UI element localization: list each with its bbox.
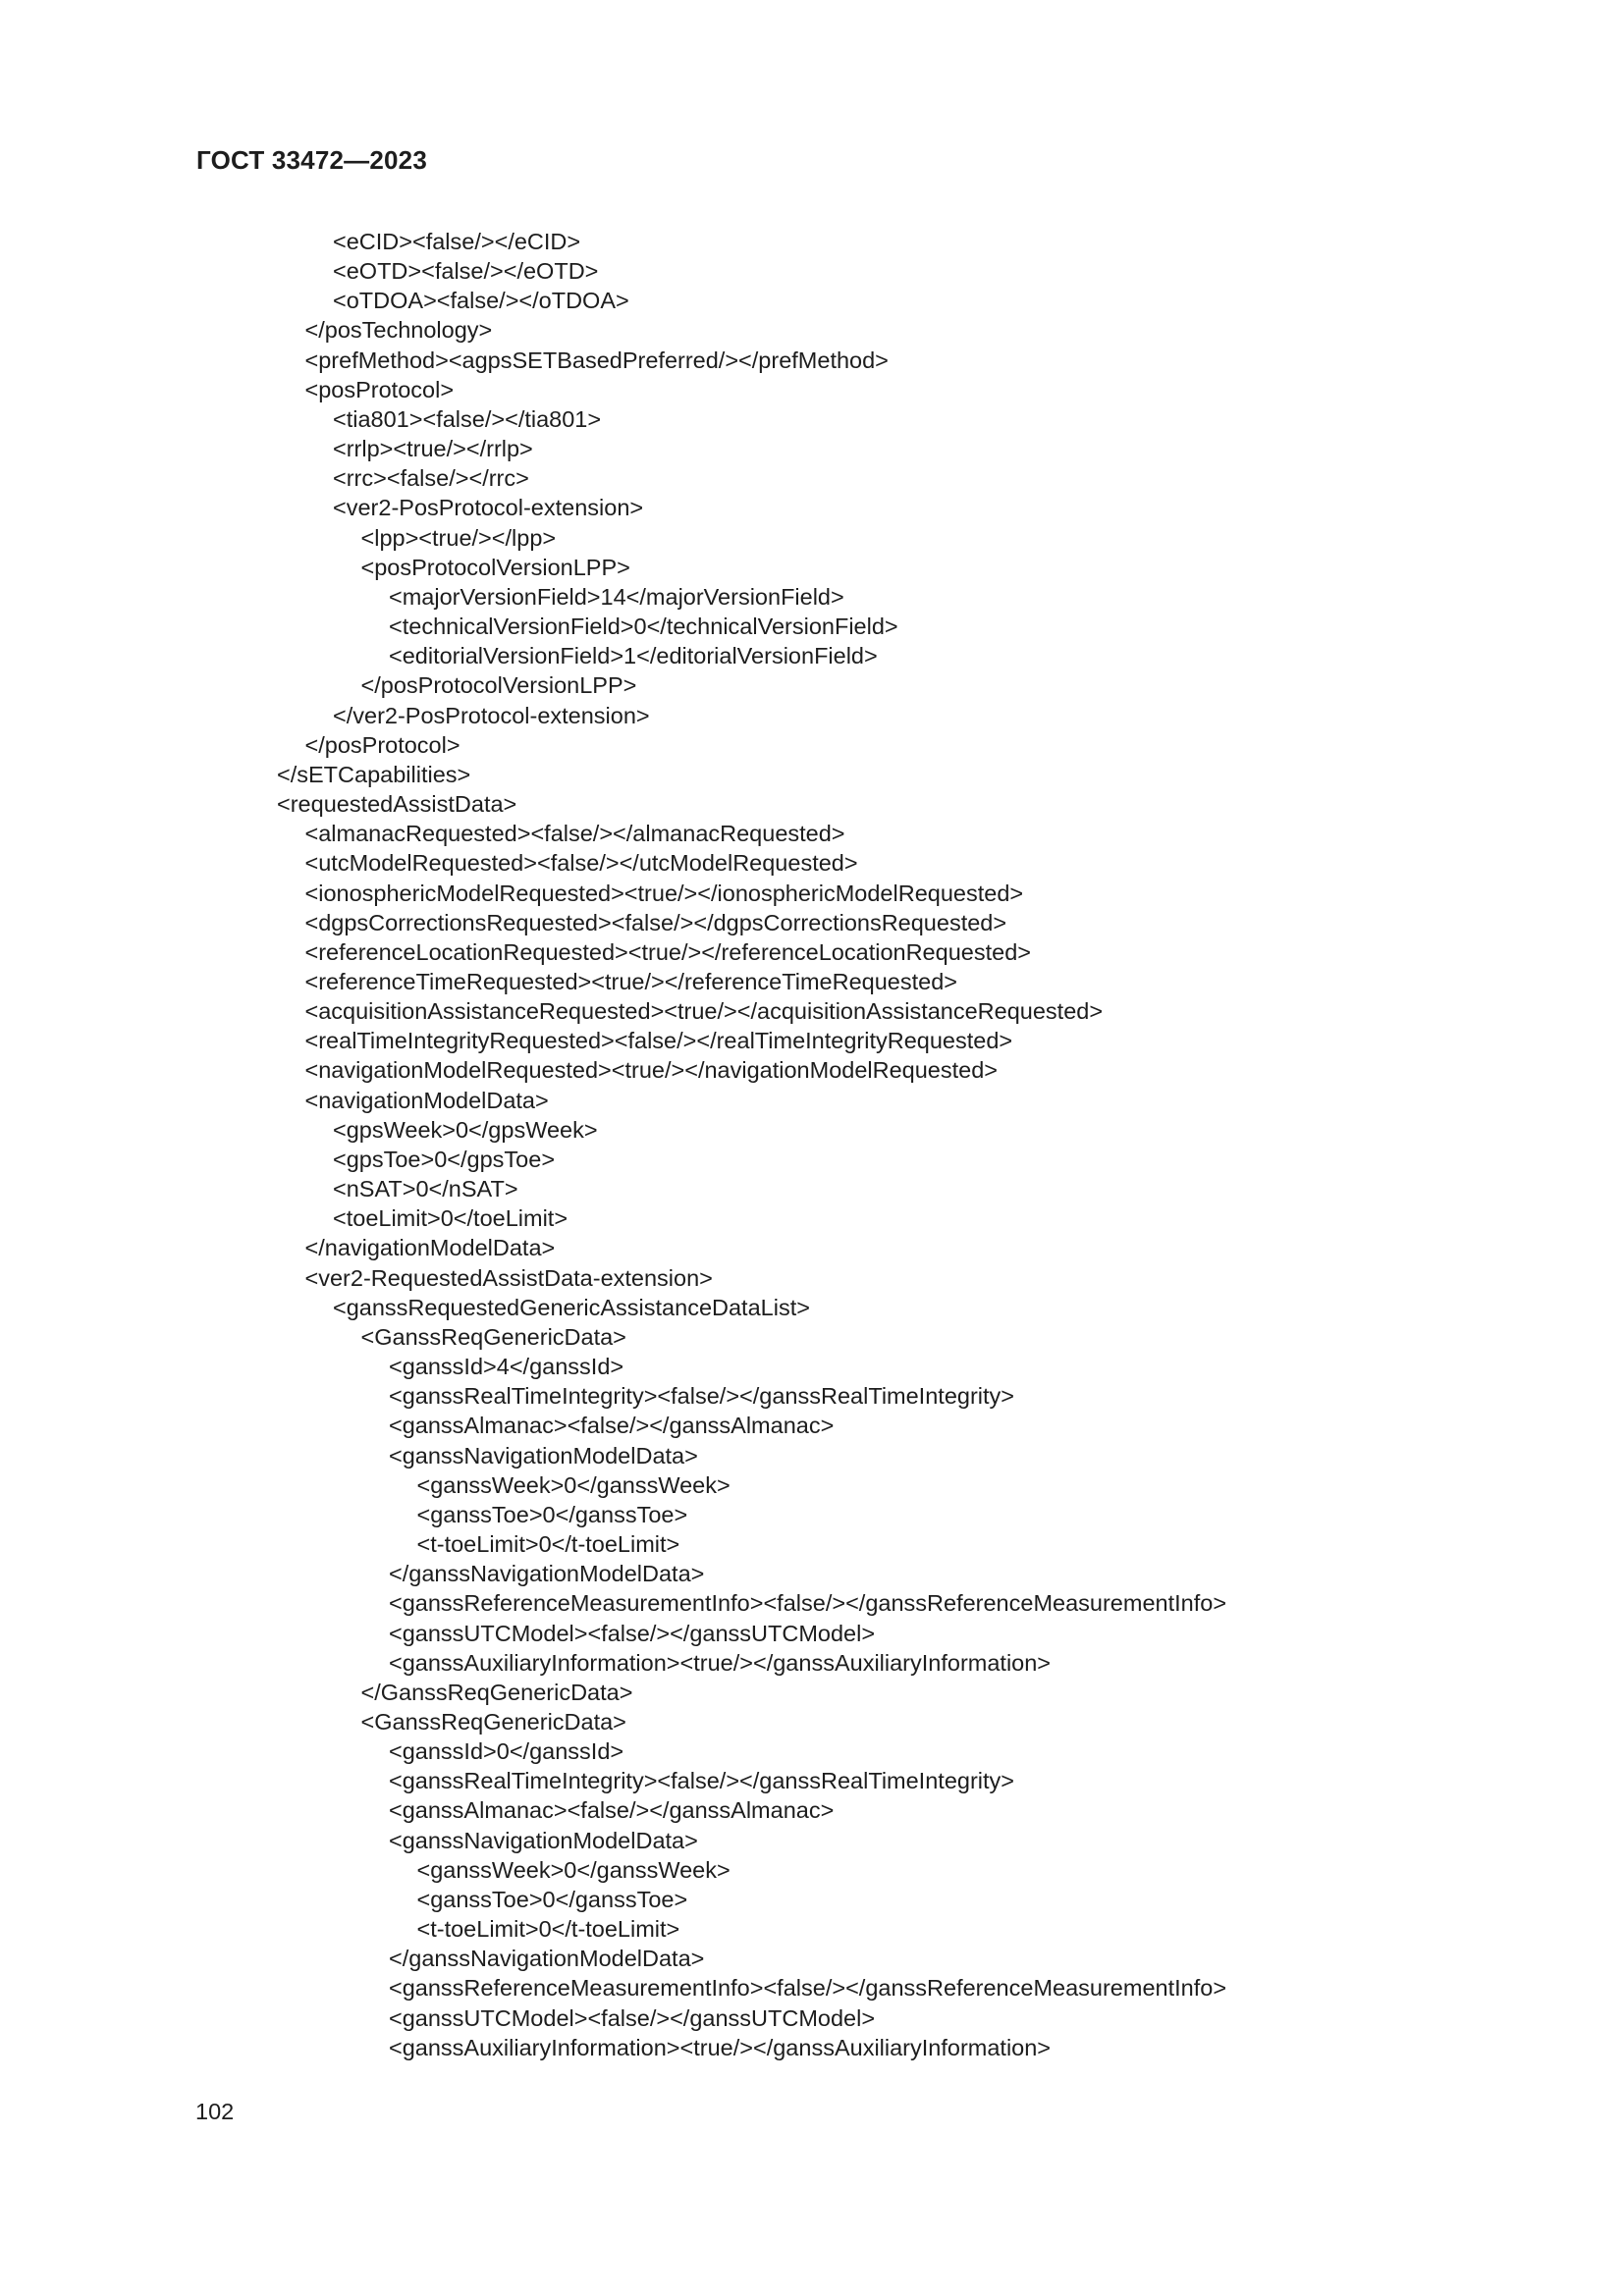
code-line: <editorialVersionField>1</editorialVersionField> (389, 643, 878, 669)
code-line: <ganssToe>0</ganssToe> (416, 1501, 688, 1527)
code-line: <rrc><false/></rrc> (333, 465, 529, 492)
code-line: <referenceTimeRequested><true/></referenceTimeRequested> (304, 969, 957, 994)
code-line: <t-toeLimit>0</t-toeLimit> (416, 1916, 680, 1943)
code-line: <prefMethod><agpsSETBasedPreferred/></prefMethod> (304, 347, 889, 373)
code-line: </ver2-PosProtocol-extension> (333, 702, 650, 728)
code-line: <ganssNavigationModelData> (389, 1827, 698, 1853)
code-line: <navigationModelRequested><true/></navigationModelRequested> (304, 1057, 999, 1084)
code-line: <dgpsCorrectionsRequested><false/></dgpsCorrectionsRequested> (304, 909, 1007, 935)
code-line: <ganssId>4</ganssId> (389, 1354, 624, 1380)
code-line: <ganssWeek>0</ganssWeek> (416, 1471, 731, 1498)
code-line: <ganssReferenceMeasurementInfo><false/></ganssReferenceMeasurementInfo> (389, 1975, 1227, 2002)
code-line: </posProtocol> (304, 731, 460, 758)
code-line: <gpsWeek>0</gpsWeek> (333, 1116, 598, 1143)
code-line: </GanssReqGenericData> (360, 1679, 633, 1705)
code-line: <majorVersionField>14</majorVersionField> (389, 583, 844, 610)
code-line: <gpsToe>0</gpsToe> (333, 1146, 556, 1172)
code-line: <ganssAlmanac><false/></ganssAlmanac> (389, 1797, 835, 1824)
code-line: <ganssNavigationModelData> (389, 1442, 698, 1468)
code-line: <referenceLocationRequested><true/></referenceLocationRequested> (304, 938, 1031, 965)
code-line: <ganssUTCModel><false/></ganssUTCModel> (389, 1620, 876, 1646)
code-line: <eOTD><false/></eOTD> (333, 258, 599, 285)
code-line: <ganssRequestedGenericAssistanceDataList> (333, 1294, 810, 1320)
code-line: <technicalVersionField>0</technicalVersionField> (389, 614, 898, 640)
code-line: </posTechnology> (304, 317, 493, 344)
code-line: <GanssReqGenericData> (360, 1709, 626, 1735)
code-line: <GanssReqGenericData> (360, 1323, 626, 1350)
code-line: <ver2-PosProtocol-extension> (333, 495, 644, 521)
code-line: <tia801><false/></tia801> (333, 405, 602, 432)
code-line: <nSAT>0</nSAT> (333, 1176, 518, 1202)
code-line: <toeLimit>0</toeLimit> (333, 1205, 568, 1232)
code-line: <requestedAssistData> (277, 791, 517, 818)
code-line: <ganssRealTimeIntegrity><false/></ganssRealTimeIntegrity> (389, 1383, 1015, 1410)
code-line: <lpp><true/></lpp> (360, 524, 557, 551)
code-line: <ganssToe>0</ganssToe> (416, 1886, 688, 1912)
code-line: <ganssId>0</ganssId> (389, 1738, 624, 1765)
code-line: </ganssNavigationModelData> (389, 1561, 705, 1587)
code-line: <ver2-RequestedAssistData-extension> (304, 1264, 713, 1291)
code-line: <ganssAlmanac><false/></ganssAlmanac> (389, 1413, 835, 1439)
code-line: </navigationModelData> (304, 1235, 556, 1261)
page-number: 102 (195, 2099, 235, 2124)
page-header: ГОСТ 33472—2023 (196, 145, 427, 175)
code-line: <utcModelRequested><false/></utcModelRequested> (304, 850, 858, 877)
code-line: <eCID><false/></eCID> (333, 229, 581, 254)
code-line: <posProtocolVersionLPP> (360, 554, 630, 580)
code-line: <almanacRequested><false/></almanacRequested> (304, 821, 845, 847)
code-line: <oTDOA><false/></oTDOA> (333, 288, 629, 314)
code-line: <posProtocol> (304, 376, 455, 402)
code-line: <ganssWeek>0</ganssWeek> (416, 1856, 731, 1883)
code-line: <ganssAuxiliaryInformation><true/></ganssAuxiliaryInformation> (389, 1649, 1052, 1676)
code-line: <ganssRealTimeIntegrity><false/></ganssRealTimeIntegrity> (389, 1768, 1015, 1794)
code-line: <ganssReferenceMeasurementInfo><false/></ganssReferenceMeasurementInfo> (389, 1590, 1227, 1617)
code-line: </posProtocolVersionLPP> (360, 672, 637, 699)
code-line: <realTimeIntegrityRequested><false/></realTimeIntegrityRequested> (304, 1028, 1013, 1054)
code-line: <rrlp><true/></rrlp> (333, 436, 533, 462)
code-line: <t-toeLimit>0</t-toeLimit> (416, 1531, 680, 1558)
code-line: <ganssUTCModel><false/></ganssUTCModel> (389, 2004, 876, 2031)
code-line: <acquisitionAssistanceRequested><true/></acquisitionAssistanceRequested> (304, 998, 1104, 1025)
code-line: </sETCapabilities> (277, 761, 471, 787)
code-line: </ganssNavigationModelData> (389, 1946, 705, 1972)
code-line: <navigationModelData> (304, 1087, 549, 1113)
code-line: <ganssAuxiliaryInformation><true/></ganssAuxiliaryInformation> (389, 2034, 1052, 2060)
code-line: <ionosphericModelRequested><true/></ionosphericModelRequested> (304, 880, 1024, 906)
